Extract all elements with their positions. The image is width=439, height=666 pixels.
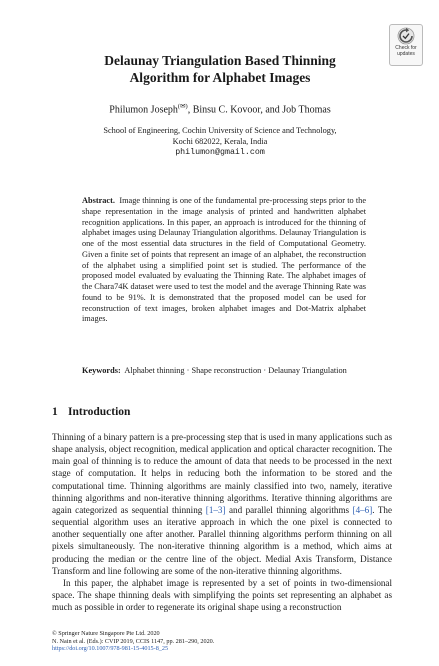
check-for-updates-badge[interactable] [389, 24, 423, 66]
author-email[interactable]: philumon@gmail.com [175, 148, 265, 157]
doi-link[interactable]: https://doi.org/10.1007/978-981-15-4015-8_25 [52, 645, 169, 653]
paragraph-2: In this paper, the alphabet image is represented by a set of points in two-dimensional space. The shape thinning deals with simplifying the points set representing an alphabet as much as possible in order to regenerate its original shape using a reconstruction [52, 577, 392, 613]
co-authors: , Binsu C. Kovoor, and Job Thomas [187, 104, 331, 116]
author-name: Philumon Joseph [109, 104, 178, 116]
proceedings-line: N. Nain et al. (Eds.): CVIP 2019, CCIS 1147, pp. 281–290, 2020. [52, 637, 215, 645]
keywords-label: Keywords: [82, 366, 121, 375]
section-number: 1 [52, 406, 58, 418]
keywords [82, 365, 382, 376]
citation-link[interactable]: [4–6] [352, 504, 373, 515]
corresponding-author-mark: (✉) [177, 103, 188, 110]
copyright-footer [52, 630, 392, 653]
keywords-text: Alphabet thinning · Shape reconstruction · Delaunay Triangulation [124, 366, 347, 375]
section-heading [52, 406, 130, 418]
paragraph-1-part-c: . The sequential algorithm uses an iterative approach in which the one pixel is connected to another sequentially one after another. Parallel thinning algorithms perform thinning on all pixels simultaneously. The non-iterative thinning algorithm is a method, which aims at producing the median or the centre line of the object. Medial Axis Transform, Distance Transform and line following are some of the non-iterative thinning algorithms. [52, 504, 392, 576]
abstract [82, 196, 366, 325]
affiliation-line-2: Kochi 682022, Kerala, India [172, 137, 268, 146]
body-text [52, 431, 392, 613]
citation-link[interactable]: [1–3] [205, 504, 226, 515]
section-title: Introduction [68, 406, 131, 418]
paragraph-1 [52, 431, 392, 577]
title-line-1: Delaunay Triangulation Based Thinning [104, 53, 336, 68]
author-list [40, 100, 400, 116]
paragraph-1-part-a: Thinning of a binary pattern is a pre-processing step that is used in many applications such as shape analysis, object recognition, medical application and optical character recognition. The main goal of thinning is to reduce the amount of data that needs to be processed in the next stage of computation. It helps in reducing both the information to be stored and the computational time. Thinning algorithms are mainly classified into two, namely, iterative thinning algorithms and non-iterative thinning algorithms. Iterative thinning algorithms are again categorized as sequential thinning [52, 432, 392, 515]
paragraph-1-part-b: and parallel thinning algorithms [225, 504, 353, 515]
abstract-label: Abstract. [82, 196, 115, 205]
check-updates-icon [397, 27, 415, 45]
paper-title [60, 52, 380, 86]
title-line-2: Algorithm for Alphabet Images [129, 70, 311, 85]
affiliation-line-1: School of Engineering, Cochin University of Science and Technology, [103, 126, 337, 135]
copyright-line: © Springer Nature Singapore Pte Ltd. 2020 [52, 630, 160, 637]
badge-line-2: updates [397, 50, 415, 57]
badge-line-1: Check for [395, 45, 417, 51]
affiliation [60, 125, 380, 158]
abstract-text: Image thinning is one of the fundamental pre-processing steps prior to the shape representation in the image analysis of printed and handwritten alphabet recognition applications. In this paper, an approach is introduced for the thinning of alphabet images using Delaunay Triangulation algorithms. Delaunay Triangulation is one of the most essential data structures in the field of Computational Geometry. Given a finite set of points that represent an image of an alphabet, the reconstruction of the alphabet using a simplified point set is studied. The performance of the proposed model evaluated by evaluating the Thinning Rate. The alphabet images of the Chara74K dataset were used to test the model and the average Thinning Rate was found to be 91%. It is demonstrated that the proposed model can be used for reconstruction of text images, broken alphabet images and Dot-Matrix alphabet images. [82, 196, 366, 324]
